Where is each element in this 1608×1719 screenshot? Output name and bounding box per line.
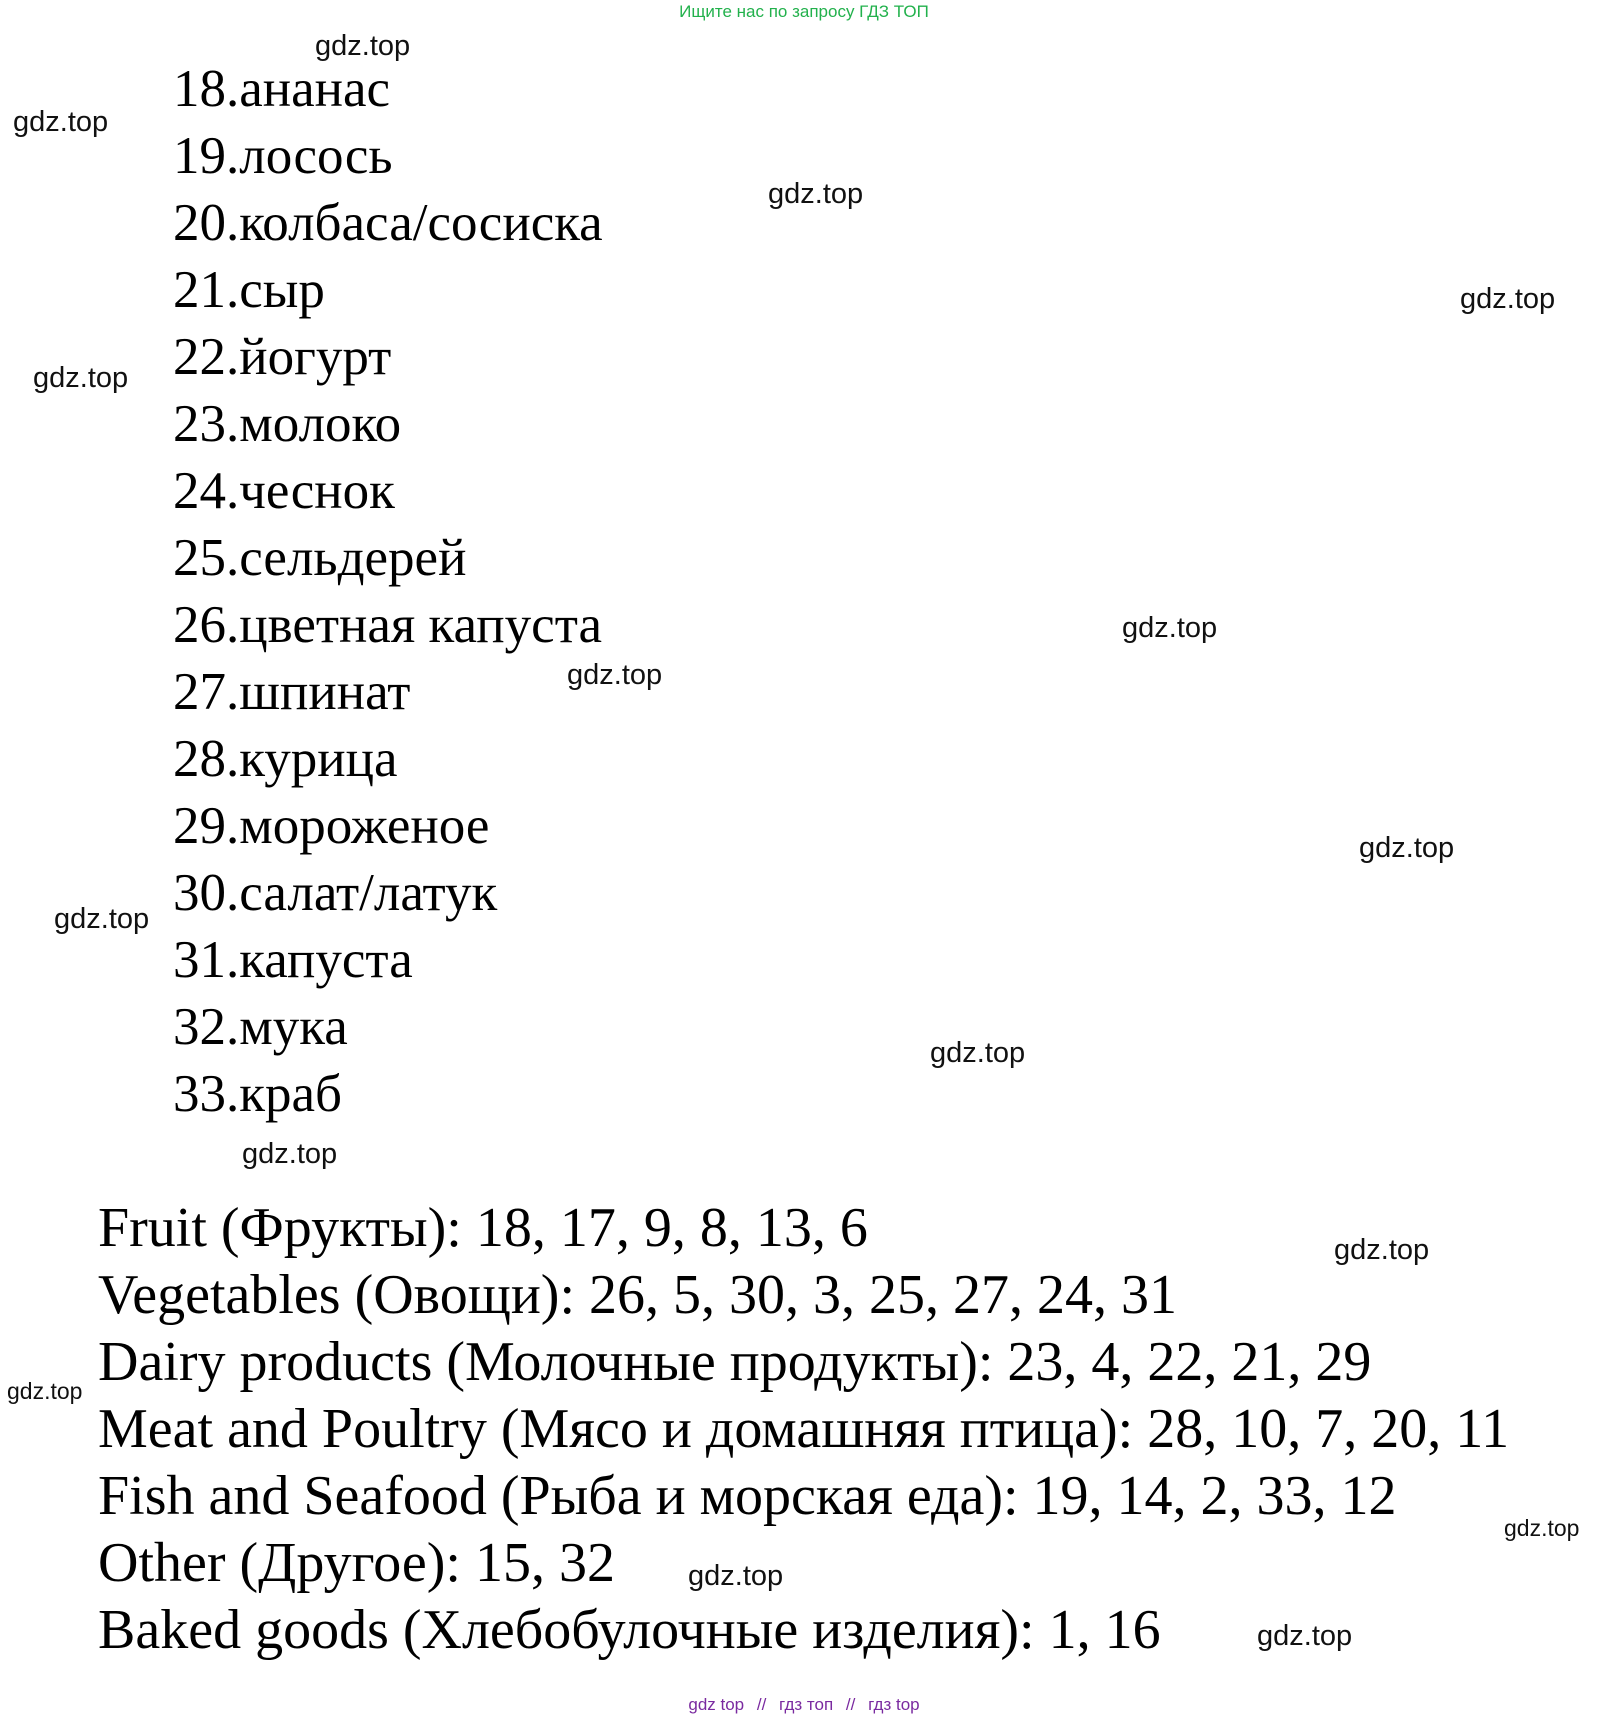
footer-link-gdz-top[interactable]: gdz top — [688, 1695, 745, 1714]
vocab-number: 27. — [173, 663, 240, 721]
vocab-number: 31. — [173, 931, 240, 989]
search-banner: Ищите нас по запросу ГДЗ ТОП — [679, 2, 929, 21]
vocab-word: чеснок — [239, 462, 395, 520]
category-label: Other (Другое): — [98, 1532, 475, 1594]
watermark: gdz.top — [1460, 283, 1556, 315]
vocab-number: 21. — [173, 261, 240, 319]
vocab-number: 32. — [173, 998, 240, 1056]
category-items: 15, 32 — [474, 1532, 615, 1594]
watermark: gdz.top — [7, 1378, 83, 1404]
vocab-word: сельдерей — [239, 529, 467, 587]
watermark: gdz.top — [1334, 1234, 1430, 1266]
vocab-number: 33. — [173, 1065, 240, 1123]
vocab-word: колбаса/сосиска — [239, 194, 603, 252]
vocab-word: цветная капуста — [239, 596, 603, 654]
vocab-number: 18. — [173, 60, 240, 118]
footer-separator: // — [845, 1695, 856, 1714]
vocab-number: 25. — [173, 529, 240, 587]
vocab-word: шпинат — [239, 663, 411, 721]
vocab-number: 22. — [173, 328, 240, 386]
category-label: Fruit (Фрукты): — [98, 1197, 476, 1259]
vocab-word: молоко — [239, 395, 402, 453]
category-other — [98, 1530, 1509, 1597]
vocab-item — [173, 525, 603, 592]
vocab-word: йогурт — [239, 328, 392, 386]
footer-link-gdz-top-ru[interactable]: гдз топ — [779, 1695, 834, 1714]
vocab-number: 20. — [173, 194, 240, 252]
vocab-item — [173, 257, 603, 324]
watermark: gdz.top — [688, 1560, 784, 1592]
vocab-word: лосось — [239, 127, 393, 185]
vocab-item — [173, 458, 603, 525]
watermark: gdz.top — [1504, 1515, 1580, 1541]
vocab-number: 30. — [173, 864, 240, 922]
vocab-word: салат/латук — [239, 864, 498, 922]
vocab-number: 19. — [173, 127, 240, 185]
category-label: Vegetables (Овощи): — [98, 1264, 590, 1326]
watermark: gdz.top — [930, 1037, 1026, 1069]
watermark: gdz.top — [1122, 612, 1218, 644]
category-label: Baked goods (Хлебобулочные изделия): — [98, 1599, 1049, 1661]
category-items: 18, 17, 9, 8, 13, 6 — [475, 1197, 868, 1259]
vocab-item — [173, 726, 603, 793]
footer-links — [0, 1695, 1608, 1715]
vocab-word: ананас — [239, 60, 391, 118]
vocab-item — [173, 56, 603, 123]
vocab-item — [173, 592, 603, 659]
vocab-item — [173, 190, 603, 257]
watermark: gdz.top — [768, 178, 864, 210]
category-items: 19, 14, 2, 33, 12 — [1032, 1465, 1397, 1527]
category-items: 23, 4, 22, 21, 29 — [1007, 1331, 1372, 1393]
vocab-number: 26. — [173, 596, 240, 654]
vocab-number: 28. — [173, 730, 240, 788]
watermark: gdz.top — [1257, 1620, 1353, 1652]
vocab-number: 23. — [173, 395, 240, 453]
vocab-item — [173, 793, 603, 860]
watermark: gdz.top — [1359, 832, 1455, 864]
vocab-item — [173, 324, 603, 391]
vocab-word: мороженое — [239, 797, 490, 855]
category-items: 28, 10, 7, 20, 11 — [1147, 1398, 1510, 1460]
category-items: 26, 5, 30, 3, 25, 27, 24, 31 — [589, 1264, 1178, 1326]
vocab-word: мука — [239, 998, 348, 1056]
category-items: 1, 16 — [1048, 1599, 1161, 1661]
vocab-item — [173, 391, 603, 458]
vocab-number: 29. — [173, 797, 240, 855]
vocab-word: краб — [239, 1065, 342, 1123]
category-label: Meat and Poultry (Мясо и домашняя птица): — [98, 1398, 1148, 1460]
vocab-item — [173, 123, 603, 190]
vocab-word: капуста — [239, 931, 413, 989]
watermark: gdz.top — [13, 106, 109, 138]
vocab-word: курица — [239, 730, 398, 788]
category-dairy — [98, 1329, 1509, 1396]
category-meat — [98, 1396, 1509, 1463]
vocabulary-list — [173, 56, 603, 1128]
watermark: gdz.top — [54, 903, 150, 935]
category-fruit — [98, 1195, 1509, 1262]
category-list — [98, 1195, 1509, 1664]
vocab-item — [173, 927, 603, 994]
category-label: Dairy products (Молочные продукты): — [98, 1331, 1008, 1393]
watermark: gdz.top — [315, 30, 411, 62]
watermark: gdz.top — [33, 362, 129, 394]
vocab-item — [173, 860, 603, 927]
category-label: Fish and Seafood (Рыба и морская еда): — [98, 1465, 1033, 1527]
watermark: gdz.top — [567, 659, 663, 691]
vocab-word: сыр — [239, 261, 325, 319]
vocab-item — [173, 994, 603, 1061]
watermark: gdz.top — [242, 1138, 338, 1170]
vocab-item — [173, 659, 603, 726]
category-vegetables — [98, 1262, 1509, 1329]
footer-link-gdz-top-mixed[interactable]: гдз top — [868, 1695, 920, 1714]
vocab-item — [173, 1061, 603, 1128]
category-fish — [98, 1463, 1509, 1530]
vocab-number: 24. — [173, 462, 240, 520]
footer-separator: // — [756, 1695, 767, 1714]
